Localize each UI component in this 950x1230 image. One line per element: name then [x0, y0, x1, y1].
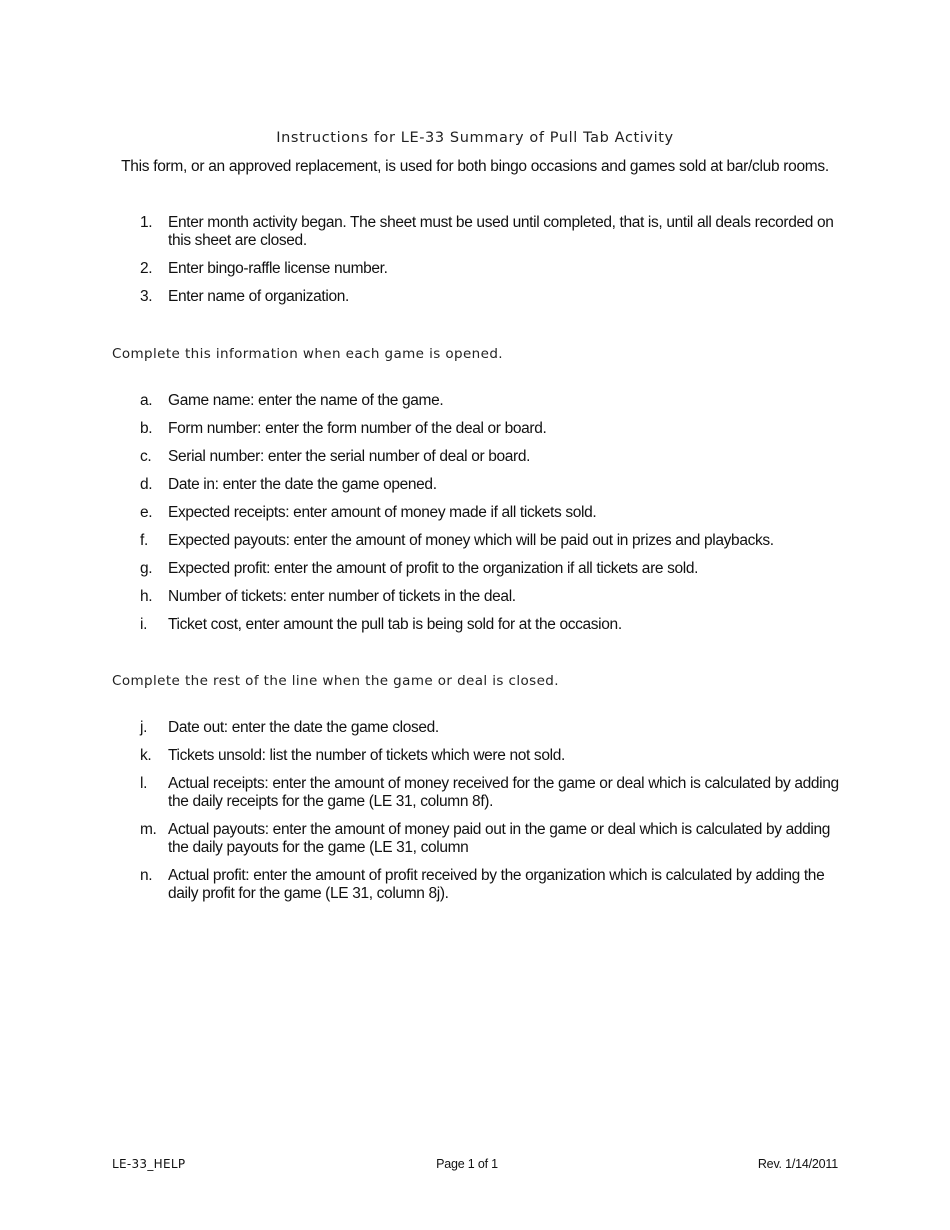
- list-item: [140, 867, 840, 903]
- item-text: Game name: enter the name of the game.: [168, 392, 444, 409]
- list-item: [140, 532, 840, 550]
- list-item: [140, 719, 840, 737]
- list-item: [140, 560, 840, 578]
- item-marker: 1.: [140, 214, 153, 231]
- item-marker: e.: [140, 504, 153, 521]
- list-item: [140, 747, 840, 765]
- list-item: [140, 616, 840, 634]
- item-text: Tickets unsold: list the number of tickets which were not sold.: [168, 747, 565, 764]
- item-marker: f.: [140, 532, 148, 549]
- item-text: Actual receipts: enter the amount of money received for the game or deal which is calculated by adding the daily receipts for the game (LE 31, column 8f).: [168, 775, 839, 810]
- item-text: Expected receipts: enter amount of money made if all tickets sold.: [168, 504, 597, 521]
- document-title: Instructions for LE-33 Summary of Pull Tab Activity: [276, 130, 674, 146]
- numbered-list: [140, 214, 840, 316]
- list-item: [140, 588, 840, 606]
- item-marker: 2.: [140, 260, 153, 277]
- list-item: [140, 821, 840, 857]
- list-item: [140, 260, 840, 278]
- item-marker: i.: [140, 616, 148, 633]
- item-marker: h.: [140, 588, 153, 605]
- item-text: Form number: enter the form number of the deal or board.: [168, 420, 547, 437]
- item-marker: k.: [140, 747, 152, 764]
- footer-form-id: LE-33_HELP: [112, 1157, 186, 1171]
- item-text: Actual profit: enter the amount of profit received by the organization which is calculated by adding the daily profit for the game (LE 31, column 8j).: [168, 867, 825, 902]
- item-marker: j.: [140, 719, 148, 736]
- close-section-list: [140, 719, 840, 913]
- item-marker: a.: [140, 392, 153, 409]
- list-item: [140, 420, 840, 438]
- item-text: Actual payouts: enter the amount of money paid out in the game or deal which is calculated by adding the daily payouts for the game (LE 31, column: [168, 821, 831, 856]
- item-text: Serial number: enter the serial number of deal or board.: [168, 448, 531, 465]
- close-section-heading: Complete the rest of the line when the game or deal is closed.: [112, 673, 559, 689]
- list-item: [140, 448, 840, 466]
- item-text: Expected payouts: enter the amount of money which will be paid out in prizes and playbacks.: [168, 532, 774, 549]
- item-text: Date in: enter the date the game opened.: [168, 476, 437, 493]
- item-text: Enter month activity began. The sheet must be used until completed, that is, until all deals recorded on this sheet are closed.: [168, 214, 834, 249]
- list-item: [140, 392, 840, 410]
- list-item: [140, 476, 840, 494]
- footer-page-number: Page 1 of 1: [436, 1157, 498, 1171]
- document-subtitle: This form, or an approved replacement, is used for both bingo occasions and games sold at bar/club rooms.: [121, 158, 829, 175]
- item-marker: c.: [140, 448, 152, 465]
- item-marker: n.: [140, 867, 153, 884]
- item-text: Number of tickets: enter number of tickets in the deal.: [168, 588, 516, 605]
- list-item: [140, 775, 840, 811]
- footer-revision: Rev. 1/14/2011: [757, 1157, 838, 1171]
- item-marker: m.: [140, 821, 157, 838]
- list-item: [140, 504, 840, 522]
- list-item: [140, 214, 840, 250]
- item-marker: b.: [140, 420, 153, 437]
- item-text: Enter bingo-raffle license number.: [168, 260, 388, 277]
- open-section-list: [140, 392, 840, 644]
- item-text: Expected profit: enter the amount of profit to the organization if all tickets are sold.: [168, 560, 699, 577]
- item-text: Ticket cost, enter amount the pull tab is being sold for at the occasion.: [168, 616, 622, 633]
- item-text: Date out: enter the date the game closed.: [168, 719, 439, 736]
- item-text: Enter name of organization.: [168, 288, 349, 305]
- item-marker: g.: [140, 560, 153, 577]
- item-marker: l.: [140, 775, 148, 792]
- open-section-heading: Complete this information when each game is opened.: [112, 346, 504, 362]
- item-marker: d.: [140, 476, 153, 493]
- list-item: [140, 288, 840, 306]
- item-marker: 3.: [140, 288, 153, 305]
